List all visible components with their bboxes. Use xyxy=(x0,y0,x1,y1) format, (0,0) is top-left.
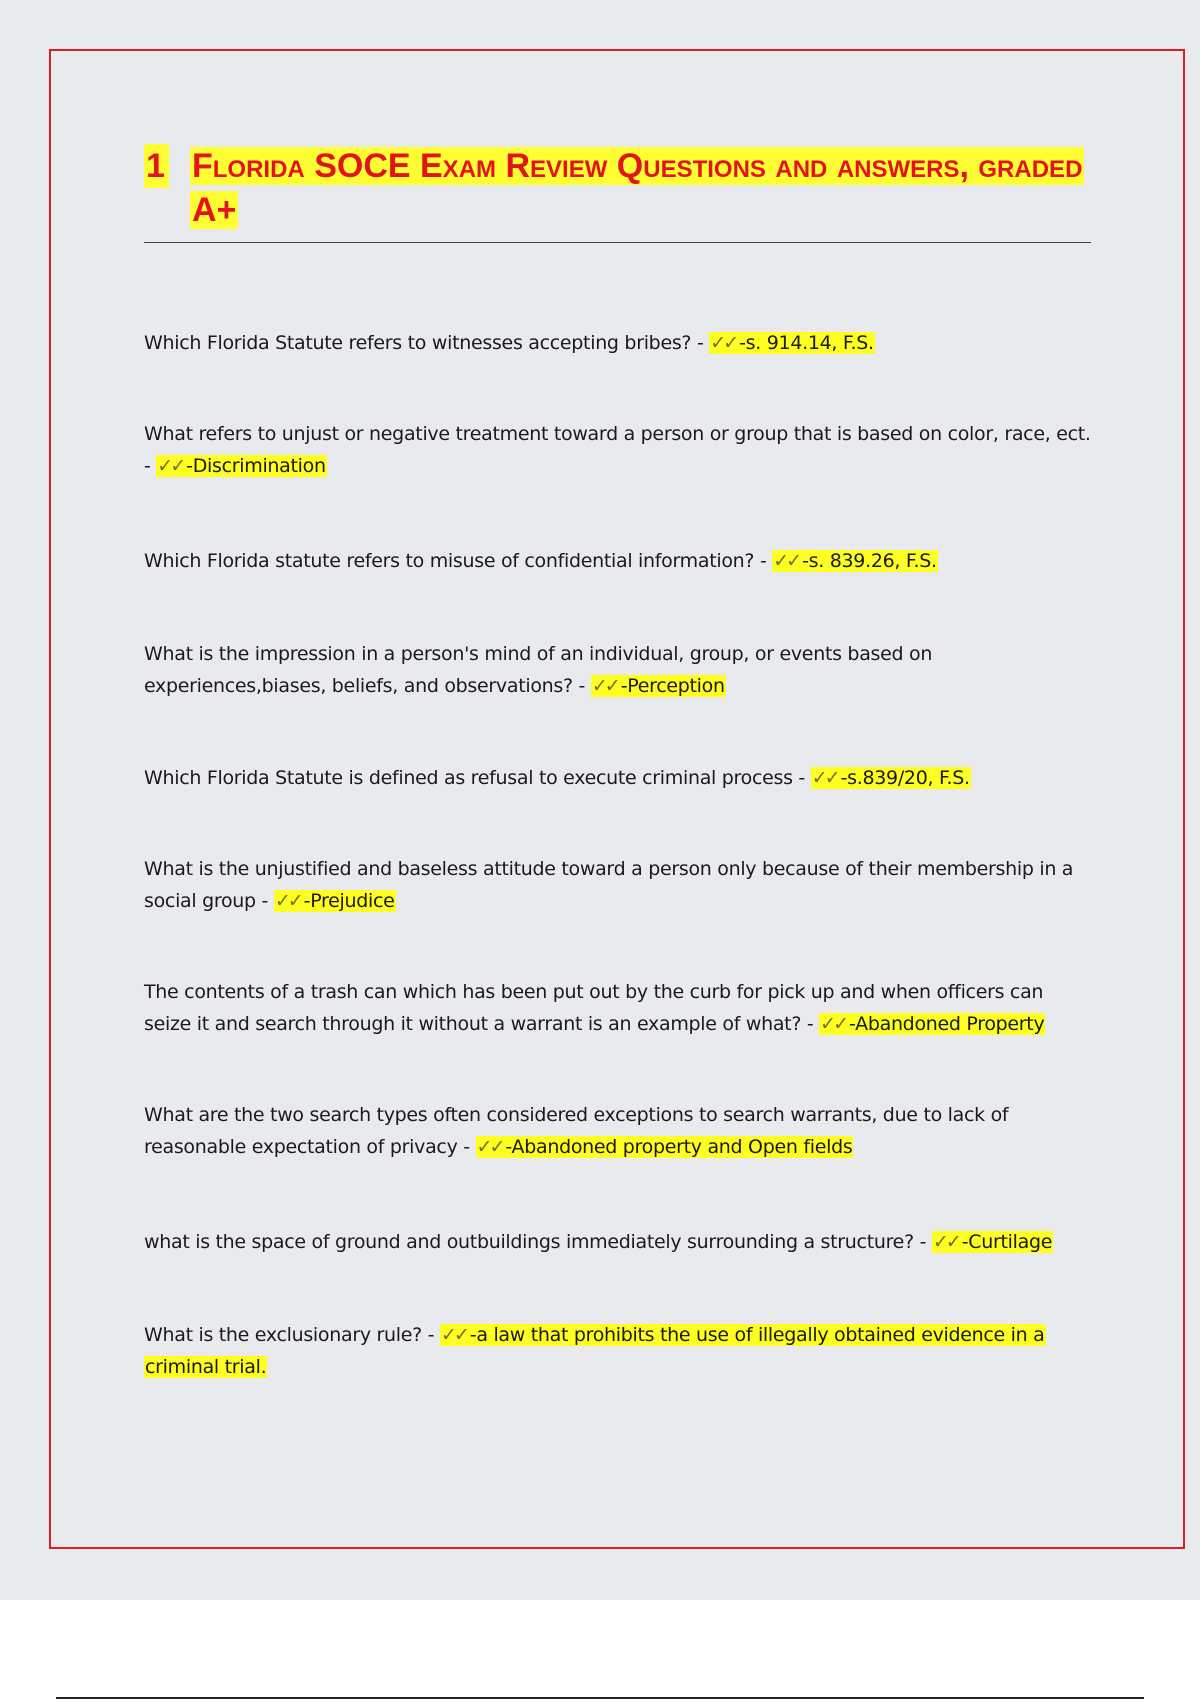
answer-text: -a law that prohibits the use of illegally obtained evidence in a criminal trial. xyxy=(145,1324,1045,1378)
heading-number: 1 xyxy=(144,144,169,188)
answer-highlight xyxy=(591,675,726,697)
question-item xyxy=(144,976,1094,1040)
question-item xyxy=(144,418,1094,482)
answer-highlight xyxy=(156,455,326,477)
question-text: What is the impression in a person's mind of an individual, group, or events based on experiences,biases, beliefs, and observations? - xyxy=(144,643,933,697)
question-text: Which Florida Statute refers to witnesses accepting bribes? - xyxy=(144,332,710,354)
answer-text: -s. 914.14, F.S. xyxy=(739,332,874,354)
answer-text: -Perception xyxy=(620,675,725,697)
double-check-icon: ✓✓ xyxy=(157,455,184,477)
question-text: What are the two search types often considered exceptions to search warrants, due to lack of reasonable expectation of privacy - xyxy=(144,1104,1009,1158)
answer-text: -s.839/20, F.S. xyxy=(840,767,970,789)
question-item xyxy=(144,327,1094,359)
answer-highlight xyxy=(709,332,874,354)
question-item xyxy=(144,1099,1094,1163)
question-text: What is the exclusionary rule? - xyxy=(144,1324,440,1346)
double-check-icon: ✓✓ xyxy=(591,675,618,697)
answer-text: -Abandoned Property xyxy=(849,1013,1045,1035)
answer-highlight xyxy=(932,1231,1053,1253)
answer-text: -Curtilage xyxy=(961,1231,1053,1253)
double-check-icon: ✓✓ xyxy=(476,1136,503,1158)
heading-title: Florida SOCE Exam Review Questions and answers, graded A+ xyxy=(192,147,1083,229)
double-check-icon: ✓✓ xyxy=(274,890,301,912)
answer-text: -Discrimination xyxy=(186,455,326,477)
double-check-icon: ✓✓ xyxy=(811,767,838,789)
answer-text: -s. 839.26, F.S. xyxy=(802,550,937,572)
question-item xyxy=(144,853,1094,917)
double-check-icon: ✓✓ xyxy=(932,1231,959,1253)
answer-highlight xyxy=(476,1136,854,1158)
heading-block xyxy=(144,144,1091,243)
double-check-icon: ✓✓ xyxy=(773,550,800,572)
answer-highlight xyxy=(274,890,396,912)
double-check-icon: ✓✓ xyxy=(820,1013,846,1035)
page-title xyxy=(144,144,1091,232)
answer-highlight xyxy=(772,550,937,572)
footer-divider xyxy=(56,1697,1144,1699)
answer-highlight xyxy=(819,1013,1045,1035)
question-text: Which Florida Statute is defined as refusal to execute criminal process - xyxy=(144,767,811,789)
answer-text: -Prejudice xyxy=(303,890,395,912)
double-check-icon: ✓✓ xyxy=(710,332,737,354)
question-text: what is the space of ground and outbuildings immediately surrounding a structure? - xyxy=(144,1231,932,1253)
question-text: The contents of a trash can which has been put out by the curb for pick up and when officers can seize it and search through it without a warrant is an example of what? - xyxy=(144,981,1044,1035)
answer-highlight xyxy=(811,767,971,789)
question-text: What is the unjustified and baseless attitude toward a person only because of their membership in a social group - xyxy=(144,858,1074,912)
question-text: What refers to unjust or negative treatment toward a person or group that is based on color, race, ect. - xyxy=(144,423,1091,477)
question-item xyxy=(144,545,1094,577)
question-text: Which Florida statute refers to misuse of confidential information? - xyxy=(144,550,773,572)
question-item xyxy=(144,1226,1094,1258)
answer-text: -Abandoned property and Open fields xyxy=(505,1136,853,1158)
question-item xyxy=(144,1319,1094,1383)
question-item xyxy=(144,762,1094,794)
double-check-icon: ✓✓ xyxy=(440,1324,467,1346)
question-item xyxy=(144,638,1094,702)
